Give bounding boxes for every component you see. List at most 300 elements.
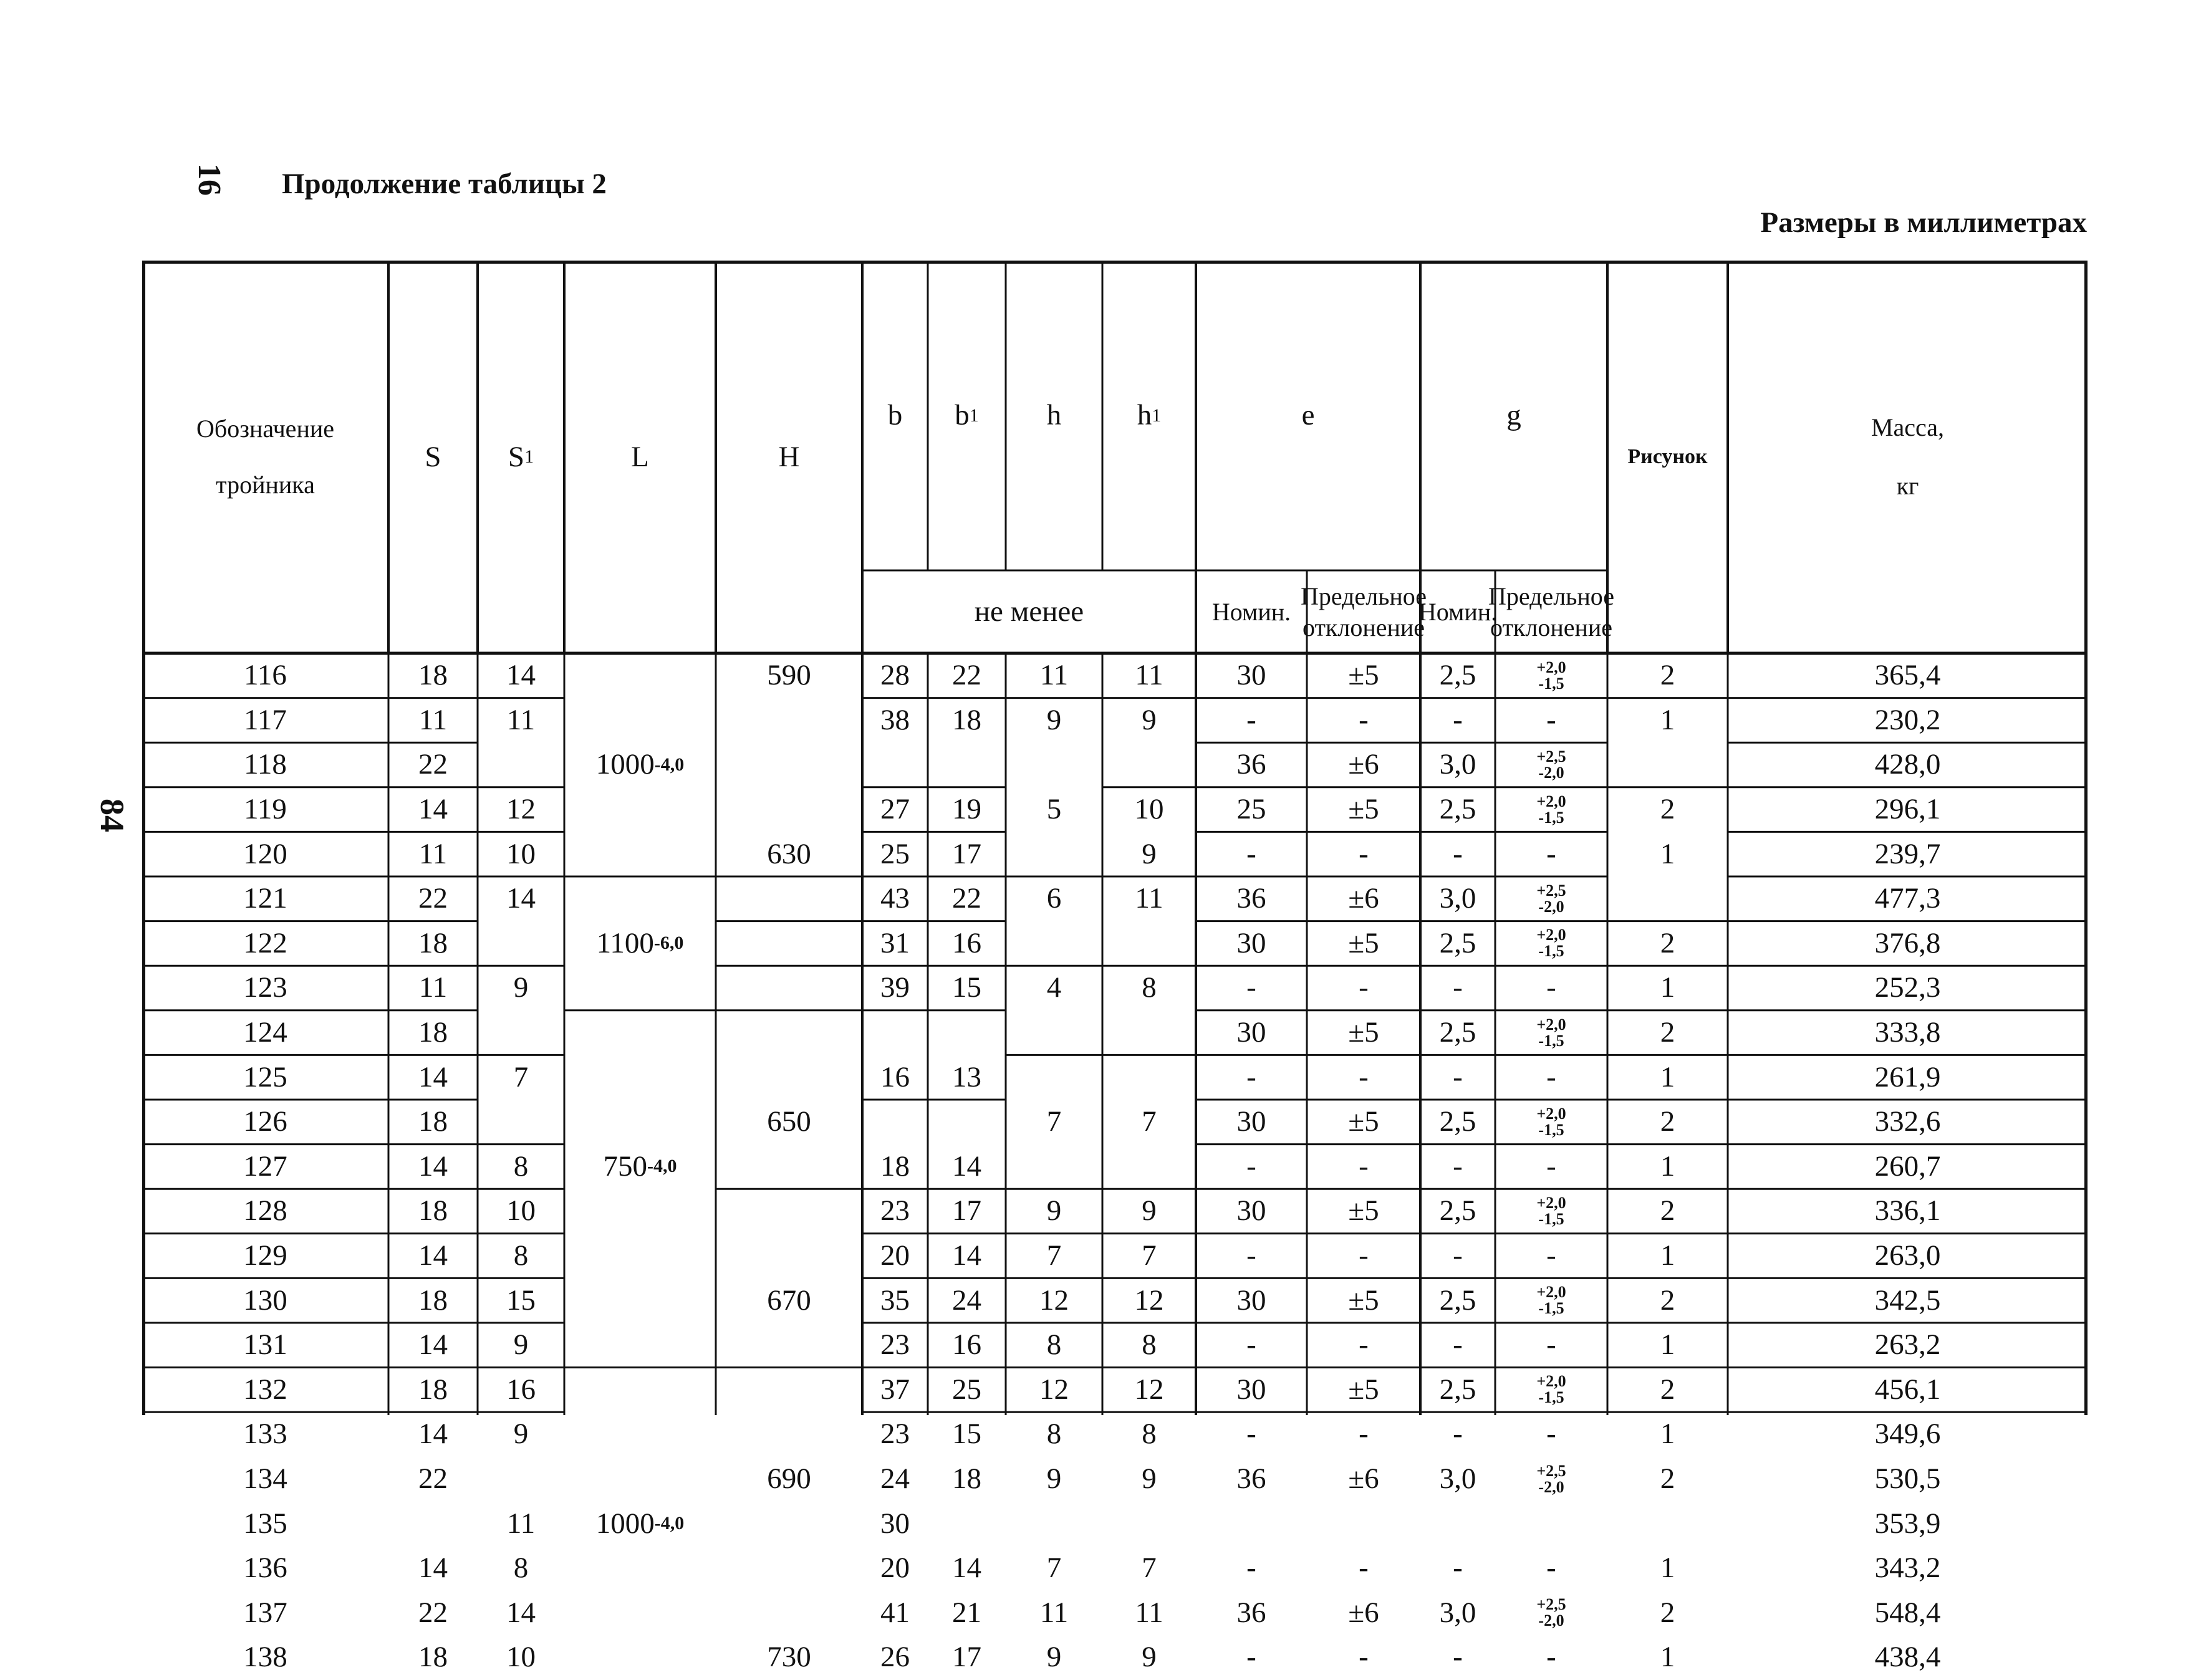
cell-b: 38 xyxy=(880,703,910,736)
cell-mass: 456,1 xyxy=(1874,1373,1941,1406)
cell-e-deviation: - xyxy=(1359,1060,1369,1093)
cell-s1: 10 xyxy=(506,837,536,870)
cell-e-deviation: ±5 xyxy=(1348,926,1379,959)
cell-b: 27 xyxy=(880,793,910,826)
header-mass xyxy=(1728,261,2088,653)
cell-figure: 1 xyxy=(1660,1150,1675,1183)
cell-s: 14 xyxy=(418,1418,448,1451)
cell-g-nominal: 3,0 xyxy=(1439,748,1476,781)
length-tolerance: -4,0 xyxy=(654,754,685,775)
header-s1-letter: S xyxy=(508,440,525,473)
cell-h: 11 xyxy=(1039,1596,1069,1629)
cell-g-deviation: - xyxy=(1546,1239,1556,1272)
cell-g-deviation xyxy=(1495,921,1607,966)
cell-e-nominal: 30 xyxy=(1236,926,1266,959)
cell-g-nominal: 3,0 xyxy=(1439,882,1476,915)
cell-s: 18 xyxy=(418,659,448,692)
cell-e-deviation: ±5 xyxy=(1348,1373,1379,1406)
cell-s1: 11 xyxy=(506,703,536,736)
cell-g-nominal: - xyxy=(1453,1239,1463,1272)
tolerance-lower: -1,5 xyxy=(1538,1388,1564,1407)
cell-e-deviation: ±6 xyxy=(1348,882,1379,915)
length-value: 1100 xyxy=(596,926,654,959)
cell-b1: 14 xyxy=(952,1552,981,1585)
cell-e-deviation: - xyxy=(1359,971,1369,1004)
cell-e-nominal: - xyxy=(1246,1328,1256,1361)
cell-h1: 9 xyxy=(1142,1641,1157,1674)
cell-s1: 7 xyxy=(513,1060,529,1093)
header-l: L xyxy=(631,440,649,473)
cell-g-nominal: - xyxy=(1453,1060,1463,1093)
cell-figure: 2 xyxy=(1660,1105,1675,1138)
cell-e-nominal: 30 xyxy=(1236,1016,1266,1049)
cell-e-nominal: 36 xyxy=(1236,1596,1266,1629)
tolerance-lower: -1,5 xyxy=(1538,1120,1564,1139)
cell-g-nominal: 3,0 xyxy=(1439,1596,1476,1629)
cell-g-deviation xyxy=(1495,787,1607,832)
cell-figure: 2 xyxy=(1660,926,1675,959)
cell-b: 24 xyxy=(880,1462,910,1495)
cell-b: 35 xyxy=(880,1284,910,1317)
tolerance-upper: +2,5 xyxy=(1536,1461,1566,1480)
header-mass-line1: Масса, xyxy=(1871,413,1945,441)
cell-h1: 12 xyxy=(1134,1373,1164,1406)
cell-g-nominal: - xyxy=(1453,1150,1463,1183)
header-h1-subscript: 1 xyxy=(1152,405,1162,426)
header-designation-line2: тройника xyxy=(216,471,315,499)
cell-g-deviation xyxy=(1495,1278,1607,1323)
cell-s: 14 xyxy=(418,1552,448,1585)
header-mass-line2: кг xyxy=(1896,472,1919,500)
cell-b1: 18 xyxy=(952,703,981,736)
cell-h1: 7 xyxy=(1142,1552,1157,1585)
header-e-deviation xyxy=(1300,570,1427,653)
cell-g-nominal: - xyxy=(1453,703,1463,736)
page-number-side: 84 xyxy=(94,799,131,832)
cell-s: 14 xyxy=(418,1060,448,1093)
header-e-nominal: Номин. xyxy=(1211,597,1291,626)
cell-h: 8 xyxy=(1046,1328,1062,1361)
cell-mass: 349,6 xyxy=(1874,1418,1941,1451)
cell-b: 31 xyxy=(880,926,910,959)
cell-figure: 2 xyxy=(1660,1016,1675,1049)
cell-h-height: 590 xyxy=(767,659,811,692)
tolerance-upper: +2,0 xyxy=(1536,1193,1566,1212)
cell-designation: 121 xyxy=(243,882,287,915)
length-value: 1000 xyxy=(595,1507,655,1540)
cell-h-height: 630 xyxy=(767,837,811,870)
cell-g-nominal: 2,5 xyxy=(1439,1194,1476,1227)
cell-e-nominal: 30 xyxy=(1236,1284,1266,1317)
cell-h: 9 xyxy=(1046,1641,1062,1674)
cell-designation: 129 xyxy=(243,1239,287,1272)
cell-h1: 12 xyxy=(1134,1284,1164,1317)
cell-e-nominal: 30 xyxy=(1236,1105,1266,1138)
cell-designation: 126 xyxy=(243,1105,287,1138)
cell-figure: 2 xyxy=(1660,659,1675,692)
cell-g-deviation: - xyxy=(1546,1418,1556,1451)
tolerance-lower: -2,0 xyxy=(1538,1611,1564,1630)
cell-e-deviation: ±5 xyxy=(1348,1194,1379,1227)
cell-g-deviation xyxy=(1495,1457,1607,1502)
cell-mass: 353,9 xyxy=(1874,1507,1941,1540)
cell-g-deviation: - xyxy=(1546,837,1556,870)
cell-b: 16 xyxy=(880,1060,910,1093)
cell-figure: 1 xyxy=(1660,971,1675,1004)
cell-g-deviation xyxy=(1495,1189,1607,1234)
tolerance-upper: +2,0 xyxy=(1536,658,1566,676)
cell-b1: 15 xyxy=(952,971,981,1004)
cell-mass: 239,7 xyxy=(1874,837,1941,870)
cell-e-deviation: ±5 xyxy=(1348,1284,1379,1317)
cell-e-deviation: - xyxy=(1359,837,1369,870)
cell-s1: 8 xyxy=(513,1239,529,1272)
header-g-deviation-line2: отклонение xyxy=(1490,613,1613,641)
cell-figure: 1 xyxy=(1660,1641,1675,1674)
cell-s: 18 xyxy=(418,1016,448,1049)
tolerance-lower: -2,0 xyxy=(1538,763,1564,782)
cell-b: 37 xyxy=(880,1373,910,1406)
cell-e-nominal: - xyxy=(1246,1552,1256,1585)
cell-s1: 14 xyxy=(506,1596,536,1629)
cell-g-nominal: - xyxy=(1453,1641,1463,1674)
cell-mass: 477,3 xyxy=(1874,882,1941,915)
cell-g-nominal: - xyxy=(1453,1552,1463,1585)
cell-g-nominal: 2,5 xyxy=(1439,1284,1476,1317)
cell-b1: 22 xyxy=(952,882,981,915)
cell-designation: 117 xyxy=(244,703,287,736)
header-e-deviation-line1: Предельное xyxy=(1300,582,1427,610)
cell-designation: 134 xyxy=(243,1462,287,1495)
cell-b1: 15 xyxy=(952,1418,981,1451)
cell-e-nominal: - xyxy=(1246,1060,1256,1093)
cell-e-nominal: 30 xyxy=(1236,1373,1266,1406)
cell-s1: 12 xyxy=(506,793,536,826)
cell-b1: 16 xyxy=(952,1328,981,1361)
tolerance-upper: +2,5 xyxy=(1536,881,1566,900)
cell-g-nominal: - xyxy=(1453,1418,1463,1451)
cell-mass: 343,2 xyxy=(1874,1552,1941,1585)
cell-e-deviation: - xyxy=(1359,1328,1369,1361)
cell-g-nominal: 2,5 xyxy=(1439,793,1476,826)
cell-designation: 119 xyxy=(244,793,287,826)
cell-e-deviation: - xyxy=(1359,1418,1369,1451)
header-g-deviation-line1: Предельное xyxy=(1488,582,1615,610)
cell-designation: 132 xyxy=(243,1373,287,1406)
tolerance-lower: -1,5 xyxy=(1538,808,1564,827)
cell-mass: 260,7 xyxy=(1874,1150,1941,1183)
cell-e-nominal: - xyxy=(1246,971,1256,1004)
tolerance-upper: +2,0 xyxy=(1536,926,1566,944)
page-number-top: 16 xyxy=(191,163,227,196)
cell-g-deviation xyxy=(1495,1368,1607,1413)
cell-b1: 13 xyxy=(952,1060,981,1093)
cell-figure: 2 xyxy=(1660,1462,1675,1495)
cell-l-length xyxy=(564,1501,716,1546)
cell-mass: 333,8 xyxy=(1874,1016,1941,1049)
cell-h1: 11 xyxy=(1135,882,1163,915)
cell-g-deviation xyxy=(1495,653,1607,698)
cell-h: 5 xyxy=(1046,793,1062,826)
cell-e-deviation: ±6 xyxy=(1348,1462,1379,1495)
tolerance-lower: -1,5 xyxy=(1538,1299,1564,1318)
tolerance-upper: +2,0 xyxy=(1536,1104,1566,1123)
cell-b: 41 xyxy=(880,1596,910,1629)
cell-g-deviation xyxy=(1495,1010,1607,1055)
cell-figure: 1 xyxy=(1660,1552,1675,1585)
cell-h: 12 xyxy=(1039,1373,1069,1406)
cell-l-length xyxy=(564,742,716,787)
cell-figure: 2 xyxy=(1660,1596,1675,1629)
cell-b1: 24 xyxy=(952,1284,981,1317)
cell-e-nominal: 25 xyxy=(1236,793,1266,826)
length-value: 1000 xyxy=(595,748,655,781)
cell-b1: 17 xyxy=(952,1194,981,1227)
cell-s: 11 xyxy=(418,971,448,1004)
cell-g-nominal: 3,0 xyxy=(1439,1462,1476,1495)
cell-figure: 2 xyxy=(1660,1194,1675,1227)
cell-s: 22 xyxy=(418,1596,448,1629)
cell-e-deviation: ±5 xyxy=(1348,793,1379,826)
cell-designation: 131 xyxy=(243,1328,287,1361)
header-s: S xyxy=(425,440,441,473)
cell-b1: 14 xyxy=(952,1239,981,1272)
cell-e-nominal: - xyxy=(1246,1641,1256,1674)
tolerance-lower: -1,5 xyxy=(1538,942,1564,961)
cell-g-deviation xyxy=(1495,1100,1607,1145)
tolerance-lower: -1,5 xyxy=(1538,674,1564,693)
cell-g-nominal: 2,5 xyxy=(1439,1373,1476,1406)
cell-designation: 124 xyxy=(243,1016,287,1049)
cell-designation: 127 xyxy=(243,1150,287,1183)
header-b1-subscript: 1 xyxy=(969,405,979,426)
cell-designation: 125 xyxy=(243,1060,287,1093)
header-h1 xyxy=(1102,261,1196,570)
tolerance-upper: +2,0 xyxy=(1536,1372,1566,1391)
cell-s: 14 xyxy=(418,1150,448,1183)
cell-g-nominal: 2,5 xyxy=(1439,926,1476,959)
cell-b: 39 xyxy=(880,971,910,1004)
cell-g-deviation: - xyxy=(1546,1552,1556,1585)
cell-b: 43 xyxy=(880,882,910,915)
cell-designation: 136 xyxy=(243,1552,287,1585)
cell-designation: 138 xyxy=(243,1641,287,1674)
units-note: Размеры в миллиметрах xyxy=(1760,206,2087,239)
header-figure: Рисунок xyxy=(1627,445,1708,468)
cell-figure: 2 xyxy=(1660,1373,1675,1406)
cell-e-nominal: - xyxy=(1246,1418,1256,1451)
cell-designation: 130 xyxy=(243,1284,287,1317)
cell-e-deviation: - xyxy=(1359,1552,1369,1585)
cell-s: 22 xyxy=(418,882,448,915)
cell-designation: 116 xyxy=(244,659,287,692)
cell-figure: 1 xyxy=(1660,703,1675,736)
tolerance-upper: +2,5 xyxy=(1536,747,1566,766)
header-not-less: не менее xyxy=(974,595,1084,628)
cell-mass: 230,2 xyxy=(1874,703,1941,736)
cell-h1: 11 xyxy=(1135,659,1163,692)
cell-g-deviation: - xyxy=(1546,1060,1556,1093)
cell-e-nominal: 30 xyxy=(1236,659,1266,692)
cell-mass: 252,3 xyxy=(1874,971,1941,1004)
cell-h: 7 xyxy=(1046,1239,1062,1272)
header-e-deviation-line2: отклонение xyxy=(1302,613,1425,641)
cell-b1: 14 xyxy=(952,1150,981,1183)
cell-h: 11 xyxy=(1039,659,1069,692)
cell-figure: 1 xyxy=(1660,837,1675,870)
cell-g-deviation xyxy=(1495,1591,1607,1636)
tolerance-upper: +2,0 xyxy=(1536,792,1566,810)
cell-figure: 1 xyxy=(1660,1328,1675,1361)
header-b1 xyxy=(928,261,1006,570)
cell-h: 9 xyxy=(1046,703,1062,736)
cell-g-nominal: - xyxy=(1453,837,1463,870)
cell-h1: 9 xyxy=(1142,1194,1157,1227)
cell-e-nominal: 36 xyxy=(1236,748,1266,781)
cell-g-nominal: - xyxy=(1453,971,1463,1004)
cell-b1: 22 xyxy=(952,659,981,692)
cell-g-nominal: 2,5 xyxy=(1439,1105,1476,1138)
cell-h1: 11 xyxy=(1135,1596,1163,1629)
cell-b: 23 xyxy=(880,1328,910,1361)
cell-e-deviation: - xyxy=(1359,703,1369,736)
cell-b: 23 xyxy=(880,1194,910,1227)
cell-e-deviation: ±5 xyxy=(1348,1016,1379,1049)
cell-e-deviation: ±5 xyxy=(1348,1105,1379,1138)
cell-h: 7 xyxy=(1046,1552,1062,1585)
cell-e-nominal: 30 xyxy=(1236,1194,1266,1227)
cell-e-deviation: ±6 xyxy=(1348,1596,1379,1629)
cell-g-deviation: - xyxy=(1546,1150,1556,1183)
header-h-height: H xyxy=(778,440,800,473)
cell-mass: 438,4 xyxy=(1874,1641,1941,1674)
header-h1-letter: h xyxy=(1137,399,1152,431)
cell-s1: 16 xyxy=(506,1373,536,1406)
cell-figure: 1 xyxy=(1660,1239,1675,1272)
cell-h-height: 730 xyxy=(767,1641,811,1674)
tolerance-lower: -1,5 xyxy=(1538,1209,1564,1228)
cell-s1: 10 xyxy=(506,1194,536,1227)
header-e: e xyxy=(1301,399,1315,431)
cell-g-nominal: 2,5 xyxy=(1439,659,1476,692)
cell-s1: 9 xyxy=(513,1418,529,1451)
length-value: 750 xyxy=(603,1150,647,1183)
cell-b1: 17 xyxy=(952,1641,981,1674)
cell-designation: 120 xyxy=(243,837,287,870)
cell-s1: 8 xyxy=(513,1552,529,1585)
tolerance-lower: -2,0 xyxy=(1538,1477,1564,1496)
cell-l-length xyxy=(564,1145,716,1189)
cell-b1: 16 xyxy=(952,926,981,959)
header-s1 xyxy=(478,261,564,653)
cell-designation: 135 xyxy=(243,1507,287,1540)
cell-s: 22 xyxy=(418,1462,448,1495)
cell-g-deviation: - xyxy=(1546,1641,1556,1674)
cell-s: 18 xyxy=(418,1641,448,1674)
cell-b1: 19 xyxy=(952,793,981,826)
tolerance-upper: +2,5 xyxy=(1536,1595,1566,1614)
cell-designation: 118 xyxy=(244,748,287,781)
cell-h1: 10 xyxy=(1134,793,1164,826)
header-designation xyxy=(142,261,388,653)
cell-s: 11 xyxy=(418,837,448,870)
tolerance-lower: -2,0 xyxy=(1538,897,1564,916)
header-h: h xyxy=(1046,399,1062,431)
cell-h: 8 xyxy=(1046,1418,1062,1451)
cell-s: 11 xyxy=(418,703,448,736)
cell-g-nominal: - xyxy=(1453,1328,1463,1361)
cell-s1: 10 xyxy=(506,1641,536,1674)
table-caption: Продолжение таблицы 2 xyxy=(282,168,607,200)
cell-h1: 8 xyxy=(1142,1418,1157,1451)
header-g-deviation xyxy=(1488,570,1615,653)
cell-h-height: 650 xyxy=(767,1105,811,1138)
cell-b: 26 xyxy=(880,1641,910,1674)
length-tolerance: -4,0 xyxy=(647,1156,677,1177)
cell-h1: 8 xyxy=(1142,971,1157,1004)
cell-designation: 122 xyxy=(243,926,287,959)
cell-b1: 25 xyxy=(952,1373,981,1406)
cell-s1: 9 xyxy=(513,1328,529,1361)
cell-mass: 365,4 xyxy=(1874,659,1941,692)
cell-mass: 376,8 xyxy=(1874,926,1941,959)
cell-b: 18 xyxy=(880,1150,910,1183)
cell-h1: 8 xyxy=(1142,1328,1157,1361)
cell-mass: 530,5 xyxy=(1874,1462,1941,1495)
cell-s1: 14 xyxy=(506,659,536,692)
cell-h1: 9 xyxy=(1142,703,1157,736)
cell-b: 23 xyxy=(880,1418,910,1451)
cell-l-length xyxy=(564,921,716,966)
cell-h: 9 xyxy=(1046,1194,1062,1227)
cell-s: 22 xyxy=(418,748,448,781)
tolerance-upper: +2,0 xyxy=(1536,1015,1566,1034)
cell-mass: 261,9 xyxy=(1874,1060,1941,1093)
cell-g-deviation xyxy=(1495,742,1607,787)
cell-b1: 17 xyxy=(952,837,981,870)
cell-s: 18 xyxy=(418,1373,448,1406)
cell-e-deviation: - xyxy=(1359,1150,1369,1183)
cell-s: 18 xyxy=(418,1105,448,1138)
cell-g-deviation: - xyxy=(1546,971,1556,1004)
cell-designation: 133 xyxy=(243,1418,287,1451)
header-s1-subscript: 1 xyxy=(524,446,534,467)
cell-s1: 15 xyxy=(506,1284,536,1317)
cell-h1: 9 xyxy=(1142,837,1157,870)
cell-h-height: 690 xyxy=(767,1462,811,1495)
cell-h: 9 xyxy=(1046,1462,1062,1495)
cell-e-nominal: - xyxy=(1246,703,1256,736)
cell-e-deviation: - xyxy=(1359,1239,1369,1272)
cell-figure: 2 xyxy=(1660,793,1675,826)
cell-s: 18 xyxy=(418,926,448,959)
cell-h-height: 670 xyxy=(767,1284,811,1317)
cell-e-nominal: - xyxy=(1246,1150,1256,1183)
cell-h: 6 xyxy=(1046,882,1062,915)
cell-figure: 2 xyxy=(1660,1284,1675,1317)
cell-b1: 18 xyxy=(952,1462,981,1495)
cell-e-deviation: ±6 xyxy=(1348,748,1379,781)
length-tolerance: -4,0 xyxy=(654,1513,685,1534)
cell-designation: 123 xyxy=(243,971,287,1004)
cell-h1: 7 xyxy=(1142,1105,1157,1138)
length-tolerance: -6,0 xyxy=(653,933,684,954)
cell-mass: 336,1 xyxy=(1874,1194,1941,1227)
cell-figure: 1 xyxy=(1660,1418,1675,1451)
cell-h1: 7 xyxy=(1142,1239,1157,1272)
cell-mass: 548,4 xyxy=(1874,1596,1941,1629)
header-g: g xyxy=(1506,399,1521,431)
